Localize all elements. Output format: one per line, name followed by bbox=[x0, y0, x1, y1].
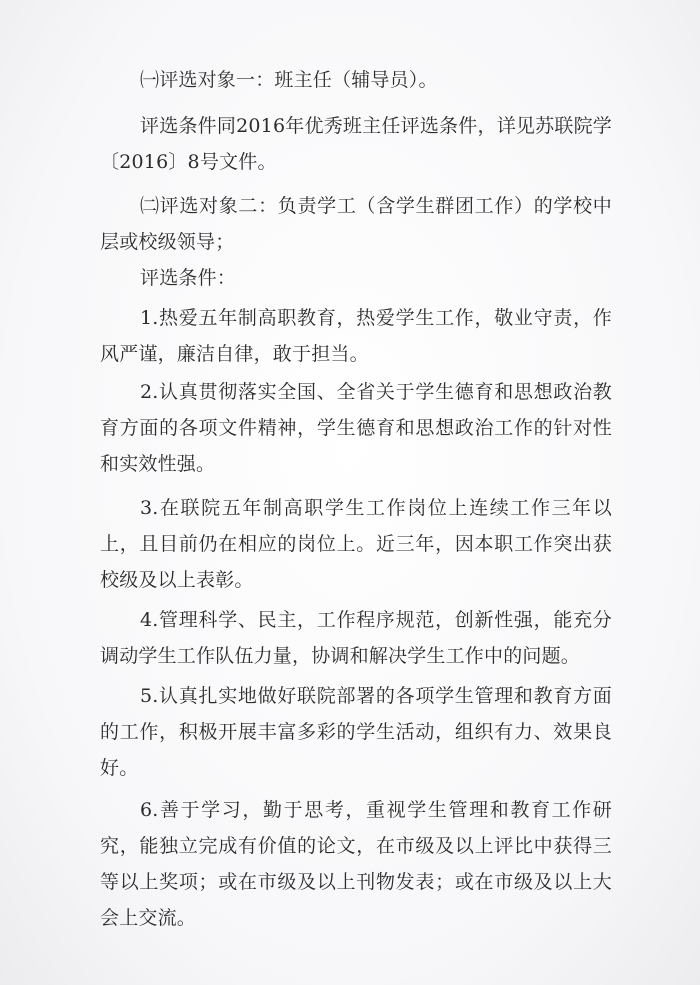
criteria-item-1: 1.热爱五年制高职教育，热爱学生工作，敬业守责，作风严谨，廉洁自律，敢于担当。 bbox=[100, 307, 612, 365]
paragraph-criteria-label: 评选条件： bbox=[140, 267, 237, 289]
criteria-item-3: 3.在联院五年制高职学生工作岗位上连续工作三年以上，且目前仍在相应的岗位上。近三年，因本职工作突出获校级及以上表彰。 bbox=[100, 497, 612, 591]
criteria-item-6: 6.善于学习，勤于思考，重视学生管理和教育工作研究，能独立完成有价值的论文，在市级及以上评比中获得三等以上奖项；或在市级及以上刊物发表；或在市级及以上大会上交流。 bbox=[100, 799, 612, 929]
criteria-item-4: 4.管理科学、民主，工作程序规范，创新性强，能充分调动学生工作队伍力量，协调和解决学生工作中的问题。 bbox=[100, 609, 612, 667]
section-heading-object-two: ㈡评选对象二：负责学工（含学生群团工作）的学校中层或校级领导； bbox=[100, 195, 612, 253]
paragraph-criteria-reference: 评选条件同2016年优秀班主任评选条件，详见苏联院学〔2016〕8号文件。 bbox=[100, 115, 612, 173]
criteria-item-2: 2.认真贯彻落实全国、全省关于学生德育和思想政治教育方面的各项文件精神，学生德育和思想政治工作的针对性和实效性强。 bbox=[100, 381, 612, 475]
criteria-item-5: 5.认真扎实地做好联院部署的各项学生管理和教育方面的工作，积极开展丰富多彩的学生活动，组织有力、效果良好。 bbox=[100, 685, 612, 779]
section-heading-object-one: ㈠评选对象一：班主任（辅导员）。 bbox=[140, 69, 438, 91]
